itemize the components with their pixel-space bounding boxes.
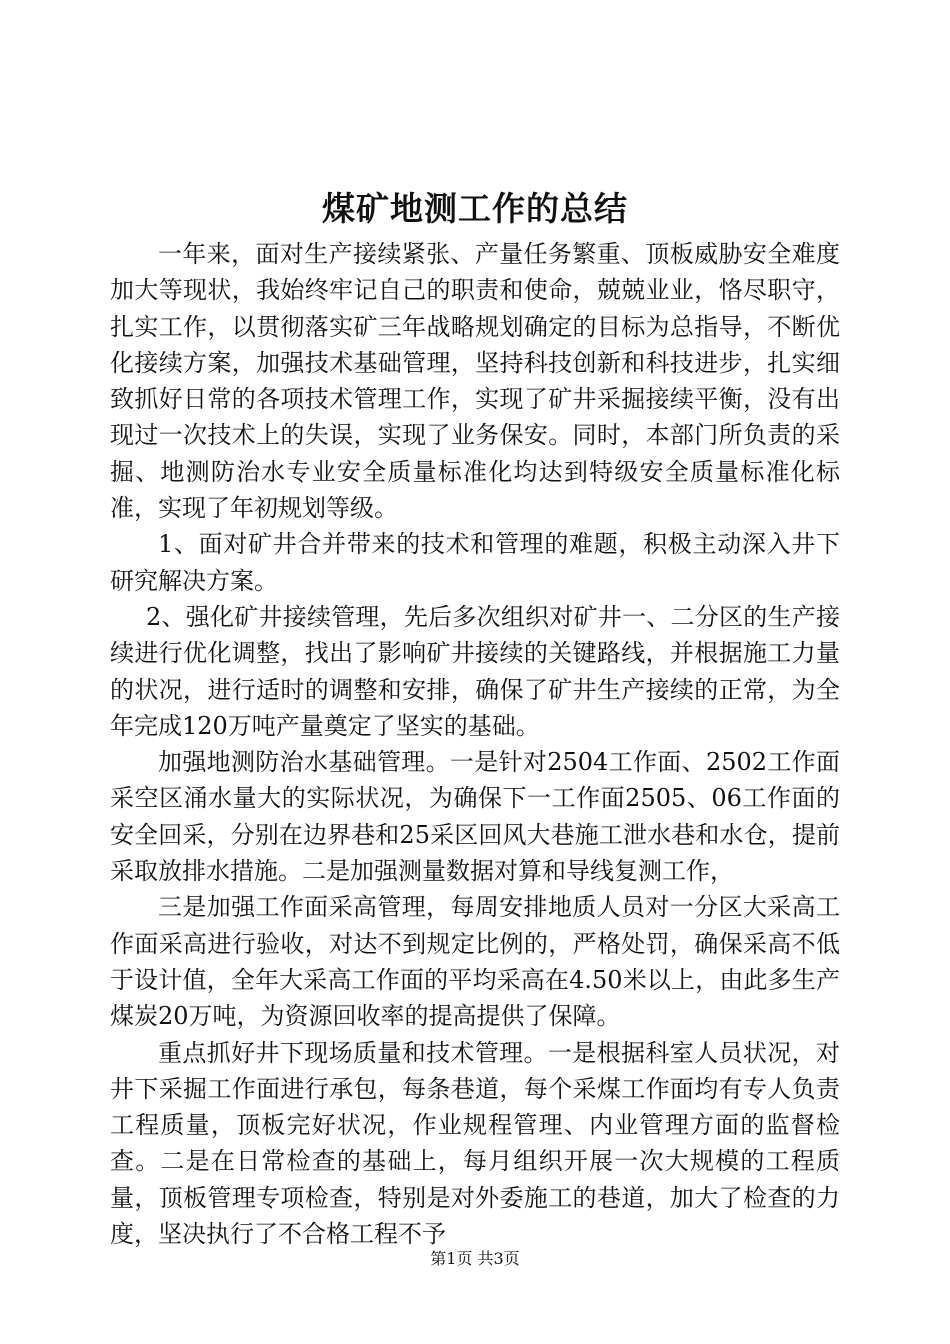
paragraph-mining-height: 三是加强工作面采高管理，每周安排地质人员对一分区大采高工作面采高进行验收，对达不到规定比例的，严格处罚，确保采高不低于设计值，全年大采高工作面的平均采高在4.50米以上，由此多生产煤炭20万吨，为资源回收率的提高提供了保障。 (110, 893, 840, 1031)
document-body (110, 236, 840, 1252)
paragraph-item-1: 1、面对矿井合并带来的技术和管理的难题，积极主动深入井下研究解决方案。 (110, 530, 840, 595)
paragraph-site-quality: 重点抓好井下现场质量和技术管理。一是根据科室人员状况，对井下采掘工作面进行承包，每条巷道，每个采煤工作面均有专人负责工程质量，顶板完好状况，作业规程管理、内业管理方面的监督检查。二是在日常检查的基础上，每月组织开展一次大规模的工程质量，顶板管理专项检查，特别是对外委施工的巷道，加大了检查的力度，坚决执行了不合格工程不予 (110, 1038, 840, 1249)
paragraph-intro: 一年来，面对生产接续紧张、产量任务繁重、顶板威胁安全难度加大等现状，我始终牢记自己的职责和使命，兢兢业业，恪尽职守，扎实工作，以贯彻落实矿三年战略规划确定的目标为总指导，不断优化接续方案，加强技术基础管理，坚持科技创新和科技进步，扎实细致抓好日常的各项技术管理工作，实现了矿井采掘接续平衡，没有出现过一次技术上的失误，实现了业务保安。同时，本部门所负责的采掘、地测防治水专业安全质量标准化均达到特级安全质量标准化标准，实现了年初规划等级。 (110, 240, 840, 523)
document-title: 煤矿地测工作的总结 (322, 189, 628, 228)
page-number-footer: 第1页 共3页 (430, 1249, 520, 1268)
paragraph-item-2: 2、强化矿井接续管理，先后多次组织对矿井一、二分区的生产接续进行优化调整，找出了影响矿井接续的关键路线，并根据施工力量的状况，进行适时的调整和安排，确保了矿井生产接续的正常，为全年完成120万吨产量奠定了坚实的基础。 (110, 602, 840, 740)
paragraph-geology-water: 加强地测防治水基础管理。一是针对2504工作面、2502工作面采空区涌水量大的实际状况，为确保下一工作面2505、06工作面的安全回采，分别在边界巷和25采区回风大巷施工泄水巷和水仓，提前采取放排水措施。二是加强测量数据对算和导线复测工作， (110, 748, 840, 886)
